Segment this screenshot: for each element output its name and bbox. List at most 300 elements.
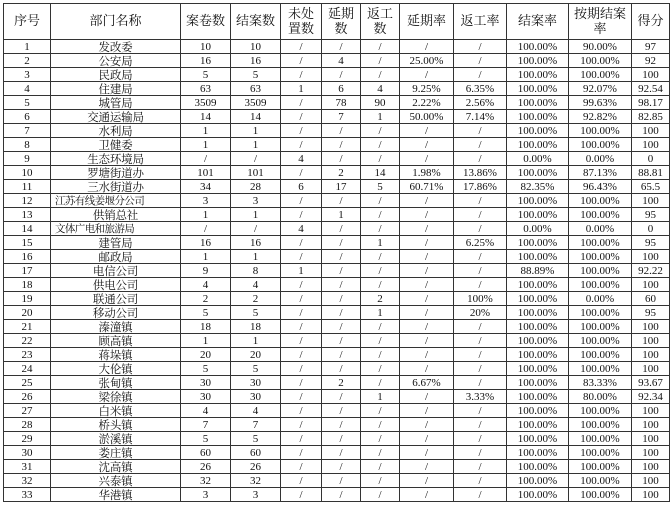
col-cases-cell: 5 — [181, 432, 231, 446]
col-rework-cell: / — [361, 40, 400, 54]
col-closed-cell: 63 — [231, 82, 281, 96]
col-cases-cell: 5 — [181, 362, 231, 376]
col-delayed-cell: / — [322, 292, 361, 306]
col-close-rate-cell: 0.00% — [507, 222, 569, 236]
table-row — [4, 376, 670, 390]
col-delay-rate-cell: / — [400, 460, 454, 474]
col-index-cell: 25 — [4, 376, 51, 390]
col-cases-cell: 16 — [181, 54, 231, 68]
col-department-cell: 蒋垛镇 — [51, 348, 181, 362]
col-rework-rate-cell: / — [454, 278, 507, 292]
col-close-rate-cell: 100.00% — [507, 446, 569, 460]
col-ontime-rate-cell: 100.00% — [569, 460, 632, 474]
col-delay-rate-cell: / — [400, 68, 454, 82]
col-unhandled-cell: / — [281, 306, 322, 320]
col-delayed-cell: / — [322, 418, 361, 432]
col-unhandled-cell: / — [281, 124, 322, 138]
col-ontime-rate-cell: 100.00% — [569, 334, 632, 348]
col-ontime-rate-cell: 92.82% — [569, 110, 632, 124]
col-index-cell: 19 — [4, 292, 51, 306]
col-rework-rate-cell: / — [454, 40, 507, 54]
col-ontime-rate-cell: 92.07% — [569, 82, 632, 96]
col-rework-cell: 1 — [361, 110, 400, 124]
col-close-rate-cell: 88.89% — [507, 264, 569, 278]
col-score-cell: 92.34 — [632, 390, 670, 404]
col-rework-cell: 1 — [361, 306, 400, 320]
col-index-cell: 30 — [4, 446, 51, 460]
col-cases-cell: 1 — [181, 208, 231, 222]
col-index-cell: 23 — [4, 348, 51, 362]
col-index-cell: 17 — [4, 264, 51, 278]
col-rework-rate-header: 返工率 — [454, 4, 507, 40]
col-ontime-rate-cell: 100.00% — [569, 54, 632, 68]
col-closed-cell: 7 — [231, 418, 281, 432]
col-score-cell: 100 — [632, 194, 670, 208]
col-ontime-rate-cell: 100.00% — [569, 418, 632, 432]
col-index-cell: 18 — [4, 278, 51, 292]
col-ontime-rate-cell: 100.00% — [569, 68, 632, 82]
col-ontime-rate-cell: 90.00% — [569, 40, 632, 54]
col-delayed-cell: 1 — [322, 208, 361, 222]
col-delayed-cell: / — [322, 334, 361, 348]
col-index-cell: 4 — [4, 82, 51, 96]
table-row — [4, 278, 670, 292]
col-closed-cell: 10 — [231, 40, 281, 54]
col-rework-cell: 4 — [361, 82, 400, 96]
col-rework-cell: / — [361, 362, 400, 376]
col-cases-cell: 5 — [181, 306, 231, 320]
col-rework-rate-cell: / — [454, 124, 507, 138]
col-closed-cell: / — [231, 222, 281, 236]
col-ontime-rate-cell: 100.00% — [569, 404, 632, 418]
col-index-cell: 9 — [4, 152, 51, 166]
col-ontime-rate-cell: 100.00% — [569, 124, 632, 138]
table-row — [4, 390, 670, 404]
col-delay-rate-cell: / — [400, 124, 454, 138]
col-delayed-cell: / — [322, 250, 361, 264]
col-ontime-rate-cell: 100.00% — [569, 138, 632, 152]
col-cases-cell: 10 — [181, 40, 231, 54]
col-closed-cell: 8 — [231, 264, 281, 278]
col-delay-rate-cell: / — [400, 474, 454, 488]
col-rework-cell: / — [361, 474, 400, 488]
col-unhandled-cell: / — [281, 236, 322, 250]
col-close-rate-cell: 100.00% — [507, 236, 569, 250]
col-department-cell: 公安局 — [51, 54, 181, 68]
col-delay-rate-cell: / — [400, 278, 454, 292]
col-delay-rate-cell: / — [400, 194, 454, 208]
col-index-cell: 28 — [4, 418, 51, 432]
col-ontime-rate-cell: 0.00% — [569, 292, 632, 306]
col-ontime-rate-cell: 100.00% — [569, 306, 632, 320]
col-rework-cell: / — [361, 152, 400, 166]
col-rework-rate-cell: / — [454, 320, 507, 334]
col-department-cell: 溱潼镇 — [51, 320, 181, 334]
col-unhandled-cell: / — [281, 362, 322, 376]
col-close-rate-cell: 100.00% — [507, 376, 569, 390]
col-rework-rate-cell: / — [454, 446, 507, 460]
col-closed-cell: 1 — [231, 138, 281, 152]
col-close-rate-cell: 100.00% — [507, 362, 569, 376]
col-department-cell: 梁徐镇 — [51, 390, 181, 404]
col-index-cell: 10 — [4, 166, 51, 180]
col-rework-rate-cell: / — [454, 460, 507, 474]
col-department-cell: 联通公司 — [51, 292, 181, 306]
table-row — [4, 446, 670, 460]
col-rework-cell: / — [361, 194, 400, 208]
col-unhandled-cell: 1 — [281, 82, 322, 96]
col-index-cell: 22 — [4, 334, 51, 348]
col-close-rate-cell: 100.00% — [507, 208, 569, 222]
col-rework-cell: 1 — [361, 390, 400, 404]
table-row — [4, 110, 670, 124]
col-closed-cell: 14 — [231, 110, 281, 124]
col-delay-rate-cell: / — [400, 362, 454, 376]
col-cases-cell: 3 — [181, 194, 231, 208]
col-ontime-rate-cell: 100.00% — [569, 194, 632, 208]
col-delay-rate-cell: / — [400, 390, 454, 404]
col-cases-cell: 2 — [181, 292, 231, 306]
col-delay-rate-cell: / — [400, 250, 454, 264]
col-index-cell: 3 — [4, 68, 51, 82]
col-closed-cell: / — [231, 152, 281, 166]
col-ontime-rate-cell: 83.33% — [569, 376, 632, 390]
col-cases-header: 案卷数 — [181, 4, 231, 40]
col-cases-cell: 16 — [181, 236, 231, 250]
col-unhandled-cell: 4 — [281, 222, 322, 236]
col-closed-header: 结案数 — [231, 4, 281, 40]
col-delay-rate-cell: / — [400, 236, 454, 250]
col-delay-rate-cell: 2.22% — [400, 96, 454, 110]
col-department-cell: 卫健委 — [51, 138, 181, 152]
col-cases-cell: 34 — [181, 180, 231, 194]
col-delayed-cell: / — [322, 152, 361, 166]
col-unhandled-cell: / — [281, 320, 322, 334]
col-closed-cell: 4 — [231, 404, 281, 418]
col-index-cell: 14 — [4, 222, 51, 236]
col-closed-cell: 3509 — [231, 96, 281, 110]
col-unhandled-cell: / — [281, 418, 322, 432]
table-row — [4, 180, 670, 194]
col-cases-cell: 5 — [181, 68, 231, 82]
col-close-rate-cell: 100.00% — [507, 306, 569, 320]
col-delay-rate-cell: / — [400, 404, 454, 418]
col-delayed-cell: / — [322, 348, 361, 362]
col-department-cell: 水利局 — [51, 124, 181, 138]
col-cases-cell: 30 — [181, 390, 231, 404]
col-unhandled-cell: / — [281, 208, 322, 222]
col-close-rate-cell: 100.00% — [507, 334, 569, 348]
col-index-cell: 24 — [4, 362, 51, 376]
col-delayed-cell: 2 — [322, 166, 361, 180]
col-delayed-cell: 7 — [322, 110, 361, 124]
col-index-cell: 26 — [4, 390, 51, 404]
col-rework-cell: / — [361, 264, 400, 278]
col-unhandled-cell: / — [281, 54, 322, 68]
col-score-cell: 100 — [632, 320, 670, 334]
col-department-cell: 发改委 — [51, 40, 181, 54]
col-unhandled-cell: / — [281, 348, 322, 362]
col-close-rate-cell: 100.00% — [507, 320, 569, 334]
col-score-cell: 0 — [632, 222, 670, 236]
col-rework-rate-cell: / — [454, 54, 507, 68]
col-ontime-rate-cell: 99.63% — [569, 96, 632, 110]
col-close-rate-cell: 100.00% — [507, 348, 569, 362]
table-row — [4, 166, 670, 180]
col-cases-cell: 60 — [181, 446, 231, 460]
col-closed-cell: 32 — [231, 474, 281, 488]
col-close-rate-cell: 100.00% — [507, 278, 569, 292]
col-rework-rate-cell: / — [454, 474, 507, 488]
col-rework-rate-cell: 20% — [454, 306, 507, 320]
col-rework-cell: / — [361, 404, 400, 418]
col-rework-cell: / — [361, 124, 400, 138]
col-ontime-rate-cell: 100.00% — [569, 488, 632, 502]
col-delayed-cell: / — [322, 474, 361, 488]
col-score-cell: 60 — [632, 292, 670, 306]
col-score-cell: 88.81 — [632, 166, 670, 180]
col-close-rate-cell: 100.00% — [507, 124, 569, 138]
col-delayed-cell: / — [322, 320, 361, 334]
col-delayed-cell: / — [322, 390, 361, 404]
col-delay-rate-cell: / — [400, 418, 454, 432]
col-close-rate-cell: 100.00% — [507, 404, 569, 418]
col-ontime-rate-cell: 100.00% — [569, 264, 632, 278]
col-rework-cell: / — [361, 250, 400, 264]
col-delay-rate-cell: / — [400, 208, 454, 222]
col-rework-rate-cell: / — [454, 264, 507, 278]
col-index-cell: 5 — [4, 96, 51, 110]
col-department-cell: 罗塘街道办 — [51, 166, 181, 180]
col-cases-cell: 30 — [181, 376, 231, 390]
table-row — [4, 320, 670, 334]
table-row — [4, 334, 670, 348]
col-rework-cell: / — [361, 222, 400, 236]
col-closed-cell: 30 — [231, 376, 281, 390]
col-delayed-cell: / — [322, 446, 361, 460]
col-index-cell: 27 — [4, 404, 51, 418]
col-delayed-cell: / — [322, 306, 361, 320]
col-score-cell: 100 — [632, 446, 670, 460]
col-rework-rate-cell: / — [454, 222, 507, 236]
col-unhandled-cell: / — [281, 68, 322, 82]
table-row — [4, 488, 670, 502]
col-close-rate-cell: 100.00% — [507, 194, 569, 208]
col-index-cell: 32 — [4, 474, 51, 488]
table-row — [4, 250, 670, 264]
col-close-rate-cell: 100.00% — [507, 68, 569, 82]
col-delayed-cell: / — [322, 236, 361, 250]
col-closed-cell: 1 — [231, 250, 281, 264]
col-rework-rate-cell: / — [454, 334, 507, 348]
col-delay-rate-cell: 1.98% — [400, 166, 454, 180]
col-close-rate-cell: 100.00% — [507, 460, 569, 474]
col-department-cell: 兴泰镇 — [51, 474, 181, 488]
col-unhandled-header: 未处置数 — [281, 4, 322, 40]
col-index-cell: 15 — [4, 236, 51, 250]
col-close-rate-cell: 0.00% — [507, 152, 569, 166]
col-department-cell: 桥头镇 — [51, 418, 181, 432]
col-ontime-rate-cell: 100.00% — [569, 446, 632, 460]
col-unhandled-cell: / — [281, 40, 322, 54]
col-close-rate-cell: 100.00% — [507, 418, 569, 432]
col-closed-cell: 16 — [231, 54, 281, 68]
col-rework-cell: / — [361, 488, 400, 502]
col-department-cell: 住建局 — [51, 82, 181, 96]
col-rework-rate-cell: 2.56% — [454, 96, 507, 110]
col-closed-cell: 1 — [231, 208, 281, 222]
col-rework-rate-cell: / — [454, 152, 507, 166]
col-cases-cell: / — [181, 222, 231, 236]
col-ontime-rate-cell: 100.00% — [569, 362, 632, 376]
col-index-cell: 13 — [4, 208, 51, 222]
col-cases-cell: 1 — [181, 250, 231, 264]
col-closed-cell: 5 — [231, 306, 281, 320]
col-cases-cell: 18 — [181, 320, 231, 334]
col-close-rate-cell: 100.00% — [507, 474, 569, 488]
col-close-rate-cell: 100.00% — [507, 166, 569, 180]
col-close-rate-cell: 100.00% — [507, 54, 569, 68]
col-department-cell: 淤溪镇 — [51, 432, 181, 446]
table-row — [4, 222, 670, 236]
col-unhandled-cell: / — [281, 194, 322, 208]
col-rework-rate-cell: 13.86% — [454, 166, 507, 180]
col-index-cell: 20 — [4, 306, 51, 320]
col-delay-rate-cell: / — [400, 292, 454, 306]
col-unhandled-cell: 6 — [281, 180, 322, 194]
col-closed-cell: 28 — [231, 180, 281, 194]
table-row — [4, 418, 670, 432]
col-delay-rate-cell: / — [400, 222, 454, 236]
col-rework-cell: / — [361, 460, 400, 474]
col-score-cell: 98.17 — [632, 96, 670, 110]
col-delay-rate-cell: / — [400, 348, 454, 362]
col-delayed-cell: / — [322, 432, 361, 446]
col-score-cell: 82.85 — [632, 110, 670, 124]
table-row — [4, 236, 670, 250]
col-rework-rate-cell: / — [454, 348, 507, 362]
col-closed-cell: 3 — [231, 194, 281, 208]
col-rework-rate-cell: / — [454, 138, 507, 152]
table-row — [4, 460, 670, 474]
table-row — [4, 54, 670, 68]
col-score-cell: 100 — [632, 362, 670, 376]
col-rework-rate-cell: / — [454, 488, 507, 502]
col-rework-rate-cell: / — [454, 418, 507, 432]
col-closed-cell: 1 — [231, 334, 281, 348]
col-unhandled-cell: 1 — [281, 264, 322, 278]
col-department-cell: 邮政局 — [51, 250, 181, 264]
col-rework-cell: 90 — [361, 96, 400, 110]
col-delayed-cell: / — [322, 222, 361, 236]
col-close-rate-header: 结案率 — [507, 4, 569, 40]
col-department-cell: 沈高镇 — [51, 460, 181, 474]
col-rework-cell: 1 — [361, 236, 400, 250]
col-close-rate-cell: 100.00% — [507, 138, 569, 152]
col-rework-rate-cell: 17.86% — [454, 180, 507, 194]
col-index-cell: 21 — [4, 320, 51, 334]
col-delay-rate-cell: 6.67% — [400, 376, 454, 390]
col-close-rate-cell: 100.00% — [507, 40, 569, 54]
col-rework-header: 返工数 — [361, 4, 400, 40]
col-rework-rate-cell: / — [454, 208, 507, 222]
col-cases-cell: 101 — [181, 166, 231, 180]
col-delayed-cell: / — [322, 124, 361, 138]
col-index-cell: 1 — [4, 40, 51, 54]
col-cases-cell: 1 — [181, 124, 231, 138]
col-cases-cell: 4 — [181, 404, 231, 418]
col-unhandled-cell: 4 — [281, 152, 322, 166]
col-closed-cell: 2 — [231, 292, 281, 306]
col-rework-cell: / — [361, 418, 400, 432]
col-close-rate-cell: 100.00% — [507, 82, 569, 96]
col-ontime-rate-cell: 96.43% — [569, 180, 632, 194]
col-rework-cell: / — [361, 208, 400, 222]
col-department-cell: 供电公司 — [51, 278, 181, 292]
col-score-cell: 100 — [632, 474, 670, 488]
col-cases-cell: 1 — [181, 334, 231, 348]
col-unhandled-cell: / — [281, 278, 322, 292]
col-unhandled-cell: / — [281, 138, 322, 152]
col-department-cell: 华港镇 — [51, 488, 181, 502]
col-unhandled-cell: / — [281, 460, 322, 474]
performance-table — [3, 3, 670, 502]
col-department-cell: 文体广电和旅游局 — [51, 222, 181, 236]
col-rework-cell: 5 — [361, 180, 400, 194]
col-rework-cell: 14 — [361, 166, 400, 180]
col-score-cell: 100 — [632, 460, 670, 474]
col-delay-rate-cell: / — [400, 152, 454, 166]
col-delay-rate-cell: / — [400, 320, 454, 334]
col-delay-rate-cell: 60.71% — [400, 180, 454, 194]
col-ontime-rate-cell: 100.00% — [569, 432, 632, 446]
col-score-cell: 100 — [632, 138, 670, 152]
col-close-rate-cell: 82.35% — [507, 180, 569, 194]
col-score-cell: 95 — [632, 236, 670, 250]
col-department-cell: 娄庄镇 — [51, 446, 181, 460]
col-ontime-rate-cell: 87.13% — [569, 166, 632, 180]
col-cases-cell: 9 — [181, 264, 231, 278]
col-ontime-rate-cell: 100.00% — [569, 250, 632, 264]
col-delay-rate-cell: / — [400, 432, 454, 446]
col-delay-rate-cell: 50.00% — [400, 110, 454, 124]
col-department-cell: 生态环境局 — [51, 152, 181, 166]
col-unhandled-cell: / — [281, 110, 322, 124]
col-score-cell: 100 — [632, 250, 670, 264]
col-unhandled-cell: / — [281, 292, 322, 306]
col-cases-cell: 20 — [181, 348, 231, 362]
col-closed-cell: 18 — [231, 320, 281, 334]
col-close-rate-cell: 100.00% — [507, 488, 569, 502]
table-row — [4, 152, 670, 166]
col-rework-cell: / — [361, 348, 400, 362]
col-delayed-cell: / — [322, 488, 361, 502]
col-rework-cell: 2 — [361, 292, 400, 306]
col-delayed-cell: 6 — [322, 82, 361, 96]
col-delay-rate-cell: / — [400, 334, 454, 348]
col-unhandled-cell: / — [281, 474, 322, 488]
col-cases-cell: 4 — [181, 278, 231, 292]
table-row — [4, 68, 670, 82]
col-delay-rate-cell: / — [400, 40, 454, 54]
col-delay-rate-cell: 25.00% — [400, 54, 454, 68]
col-rework-rate-cell: 7.14% — [454, 110, 507, 124]
col-index-cell: 6 — [4, 110, 51, 124]
table-row — [4, 82, 670, 96]
col-score-cell: 0 — [632, 152, 670, 166]
col-cases-cell: 3 — [181, 488, 231, 502]
col-delayed-cell: / — [322, 68, 361, 82]
